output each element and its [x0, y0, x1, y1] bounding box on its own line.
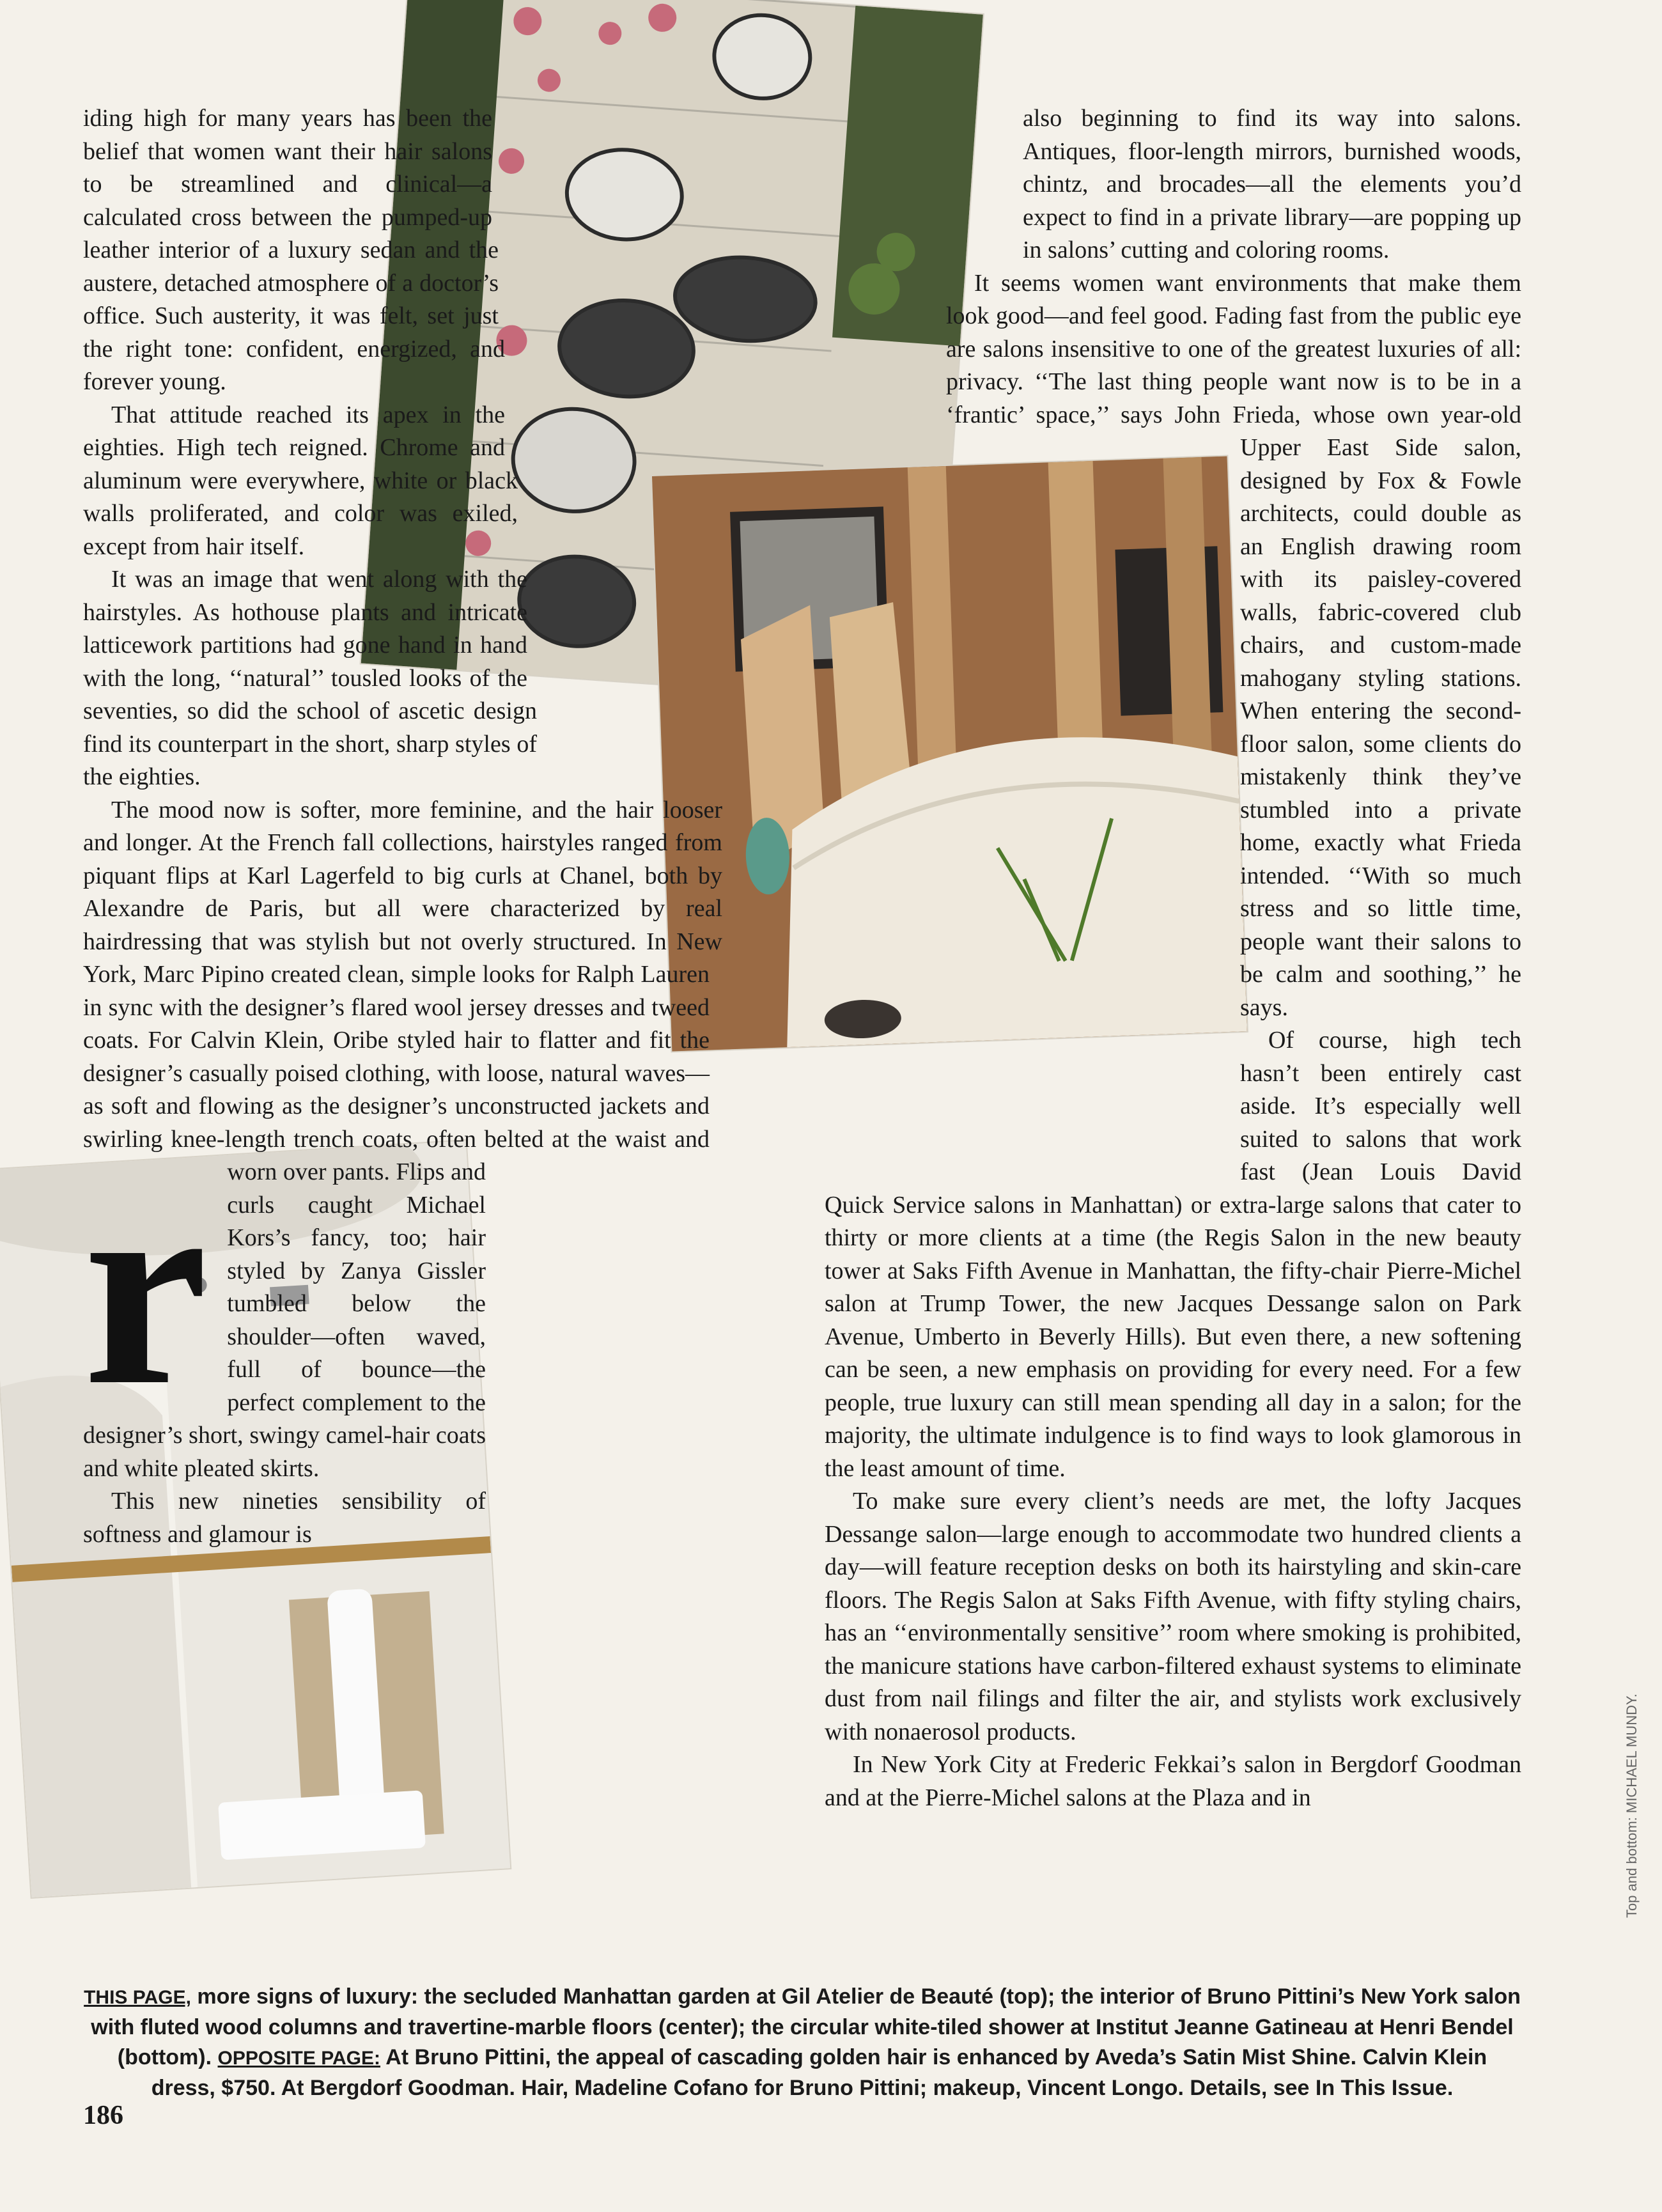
paragraph-2: That attitude reached its apex in the eighties. High tech reigned. Chrome and aluminum were everywhere, white or black walls proliferated, and color was exiled, except from hair itself.	[83, 401, 518, 560]
page-number: 186	[83, 2101, 123, 2130]
caption-this-page-label: THIS PAGE,	[84, 1987, 191, 2008]
caption-opposite-text: At Bruno Pittini, the appeal of cascading golden hair is enhanced by Aveda’s Satin Mist Shine. Calvin Klein dress, $750. At Bergdorf Goodman. Hair, Madeline Cofano for Bruno Pittini; makeup, Vincent Longo. Details, see In This Issue.	[151, 2045, 1487, 2100]
caption-opposite-label: OPPOSITE PAGE:	[217, 2048, 381, 2069]
paragraph-5: This new nineties sensibility of softness and glamour is	[83, 1488, 486, 1548]
caption-this-page-text: more signs of luxury: the secluded Manhattan garden at Gil Atelier de Beauté (top); the interior of Bruno Pittini’s New York salon with fluted wood columns and travertine-marble floors (center); the circular white-tiled shower at Institut Jeanne Gatineau at Henri Bendel (bottom).	[91, 1984, 1521, 2069]
column-right	[825, 102, 1521, 1814]
paragraph-8: Of course, high tech hasn’t been entirely cast aside. It’s especially well suited to salons that work fast (Jean Louis David Quick Service salons in Manhattan) or extra-large salons that cater to thirty or more clients at a time (the Regis Salon in the new beauty tower at Saks Fifth Avenue in Manhattan, the fifty-chair Pierre-Michel salon at Trump Tower, the new Jacques Dessange salon on Park Avenue, Umberto in Beverly Hills). But even there, a new softening can be seen, a new emphasis on providing for every need. For a few people, true luxury can still mean spending all day in a salon; for the majority, the ultimate indulgence is to find ways to look glamorous in the least amount of time.	[825, 1027, 1521, 1482]
paragraph-7: It seems women want environments that make them look good—and feel good. Fading fast from the public eye are salons insensitive to one of the greatest luxuries of all: privacy. ‘‘The last thing people want now is to be in a ‘frantic’ space,’’ says John Frieda, whose own year-old Upper East Side salon, designed by Fox & Fowle architects, could double as an English drawing room with its paisley-covered walls, fabric-covered club chairs, and custom-made mahogany styling stations. When entering the second-floor salon, some clients do mistakenly think they’ve stumbled into a private home, exactly what Frieda intended. ‘‘With so much stress and so little time, people want their salons to be calm and soothing,’’ he says.	[946, 269, 1521, 1021]
column-left	[83, 102, 786, 1701]
paragraph-10: In New York City at Frederic Fekkai’s salon in Bergdorf Goodman and at the Pierre-Michel salons at the Plaza and in	[825, 1751, 1521, 1811]
photo-caption	[83, 1982, 1521, 2103]
paragraph-1: iding high for many years has been the belief that women want their hair salons to be streamlined and clinical—a calculated cross between the pumped-up leather interior of a luxury sedan and the austere, detached atmosphere of a doctor’s office. Such austerity, it was felt, set just the right tone: confident, energized, and forever young.	[83, 105, 505, 395]
dropcap: r	[83, 1132, 208, 1444]
paragraph-3: It was an image that went along with the hairstyles. As hothouse plants and intricate latticework partitions had gone hand in hand with the long, ‘‘natural’’ tousled looks of the seventies, so did the school of ascetic design find its counterpart in the short, sharp styles of the eighties.	[83, 566, 537, 790]
paragraph-6: also beginning to find its way into salons. Antiques, floor-length mirrors, burnished woods, chintz, and brocades—all the elements you’d expect to find in a private library—are popping up in salons’ cutting and coloring rooms.	[1023, 105, 1521, 263]
paragraph-9: To make sure every client’s needs are met, the lofty Jacques Dessange salon—large enough to accommodate two hundred clients a day—will feature reception desks on both its hairstyling and skin-care floors. The Regis Salon at Saks Fifth Avenue, with fifty styling chairs, has an ‘‘environmentally sensitive’’ room where smoking is prohibited, the manicure stations have carbon-filtered exhaust systems to eliminate dust from nail filings and filter the air, and stylists work exclusively with nonaerosol products.	[825, 1488, 1521, 1745]
photo-credit: Top and bottom: MICHAEL MUNDY.	[1624, 1694, 1640, 1918]
paragraph-4: The mood now is softer, more feminine, and the hair looser and longer. At the French fall collections, hairstyles ranged from piquant flips at Karl Lagerfeld to big curls at Chanel, both by Alexandre de Paris, but all were characterized by real hairdressing that was stylish but not overly structured. In New York, Marc Pipino created clean, simple looks for Ralph Lauren in sync with the designer’s flared wool jersey dresses and tweed coats. For Calvin Klein, Oribe styled hair to flatter and fit the designer’s casually poised clothing, with loose, natural waves—as soft and flowing as the designer’s unconstructed jackets and swirling knee-length trench coats, often belted at the waist and worn over pants. Flips and curls caught Michael Kors’s fancy, too; hair styled by Zanya Gissler tumbled below the shoulder—often waved, full of bounce—the perfect complement to the designer’s short, swingy camel-hair coats and white pleated skirts.	[83, 796, 722, 1482]
